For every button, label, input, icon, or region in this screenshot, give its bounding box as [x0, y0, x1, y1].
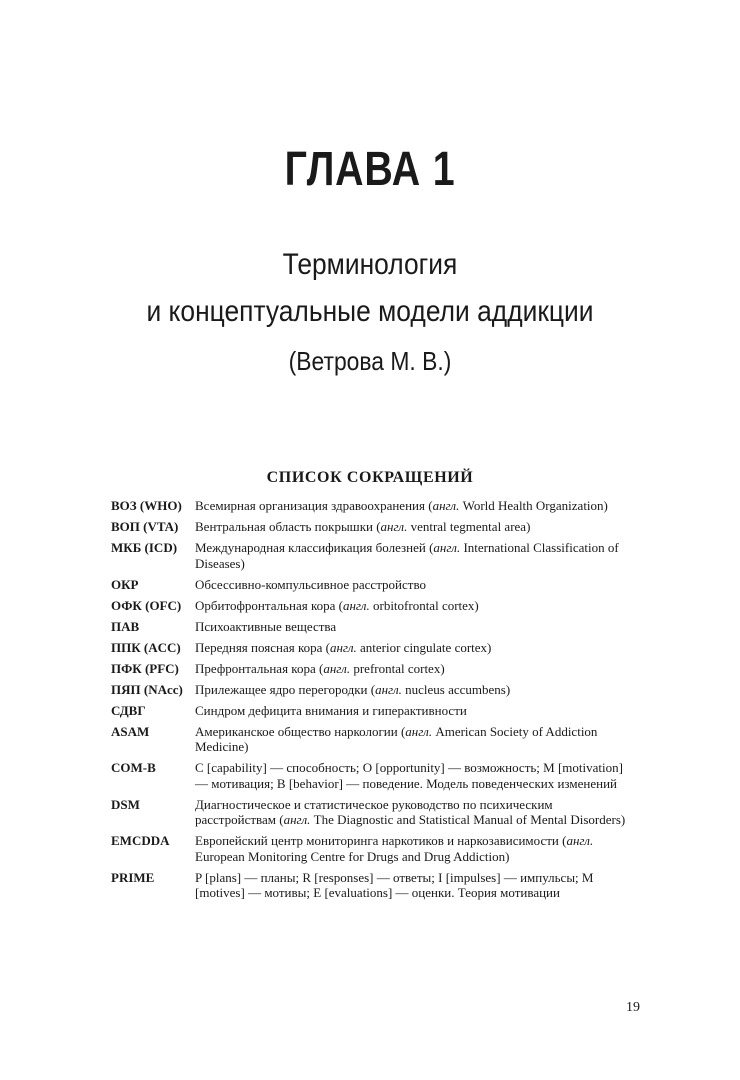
abbreviation-row — [111, 519, 631, 535]
abbreviation-row — [111, 724, 631, 755]
abbreviation-term: ПЯП (NAcc) — [111, 681, 183, 697]
abbreviation-definition: Префронтальная кора (англ. prefrontal cortex) — [195, 660, 445, 676]
abbreviation-row — [111, 870, 631, 901]
abbreviation-row — [111, 577, 631, 593]
abbreviation-row — [111, 833, 631, 864]
abbreviation-term: COM-B — [111, 760, 156, 775]
chapter-title-line-1: Терминология — [282, 248, 458, 281]
abbreviation-definition: Психоактивные вещества — [195, 618, 337, 634]
abbreviation-row — [111, 661, 631, 677]
abbreviation-definition: Европейский центр мониторинга наркотиков и наркозависимости (англ. European Monitoring Centre for Drugs and Drug Addiction) — [195, 833, 594, 864]
abbreviation-row — [111, 619, 631, 635]
abbreviation-definition: Международная классификация болезней (англ. International Classification of Diseases) — [195, 540, 619, 571]
abbreviation-definition: Орбитофронтальная кора (англ. orbitofrontal cortex) — [195, 597, 479, 613]
abbreviation-term: EMCDDA — [111, 833, 170, 848]
abbreviation-term: PRIME — [111, 869, 155, 885]
abbreviation-term: ОКР — [111, 576, 139, 592]
abbreviations-list — [111, 498, 631, 906]
chapter-author: (Ветрова М. В.) — [288, 346, 452, 376]
abbreviation-row — [111, 703, 631, 719]
abbreviation-term: ОФК (OFC) — [111, 597, 182, 613]
abbreviations-heading: СПИСОК СОКРАЩЕНИЙ — [266, 469, 474, 486]
abbreviation-term: СДВГ — [111, 702, 146, 718]
chapter-label: ГЛАВА 1 — [284, 143, 456, 196]
abbreviation-definition: Синдром дефицита внимания и гиперактивности — [195, 702, 467, 718]
abbreviation-row — [111, 598, 631, 614]
abbreviation-definition: Диагностическое и статистическое руководство по психическим расстройствам (англ. The Diagnostic and Statistical Manual of Mental Disorders) — [195, 796, 626, 827]
abbreviation-term: ВОП (VTA) — [111, 519, 179, 534]
chapter-title-line-2: и концептуальные модели аддикции — [146, 295, 594, 328]
abbreviation-definition: Обсессивно-компульсивное расстройство — [195, 576, 426, 592]
abbreviation-definition: Передняя поясная кора (англ. anterior cingulate cortex) — [195, 639, 492, 655]
abbreviation-term: ПАВ — [111, 618, 140, 634]
abbreviation-definition: Всемирная организация здравоохранения (англ. World Health Organization) — [195, 498, 608, 513]
abbreviation-definition: C [capability] — способность; O [opportunity] — возможность; M [motivation] — мотивация; B [behavior] — поведение. Модель поведенческих изменений — [195, 760, 623, 791]
abbreviation-row — [111, 797, 631, 828]
abbreviation-term: ASAM — [111, 723, 150, 739]
abbreviation-row — [111, 498, 631, 514]
abbreviation-term: ППК (ACC) — [111, 639, 181, 655]
abbreviation-row — [111, 682, 631, 698]
abbreviation-definition: Вентральная область покрышки (англ. ventral tegmental area) — [195, 519, 531, 534]
abbreviation-term: DSM — [111, 796, 140, 812]
abbreviation-term: МКБ (ICD) — [111, 540, 178, 555]
page-number: 19 — [626, 1000, 640, 1015]
abbreviation-term: ПФК (PFC) — [111, 660, 179, 676]
abbreviation-row — [111, 760, 631, 791]
abbreviation-row — [111, 540, 631, 571]
abbreviation-definition: Американское общество наркологии (англ. American Society of Addiction Medicine) — [195, 723, 598, 754]
abbreviation-definition: Прилежащее ядро перегородки (англ. nucleus accumbens) — [195, 681, 511, 697]
abbreviation-row — [111, 640, 631, 656]
abbreviation-term: ВОЗ (WHO) — [111, 498, 182, 513]
abbreviation-definition: P [plans] — планы; R [responses] — ответы; I [impulses] — импульсы; M [motives] — мотивы; E [evaluations] — оценки. Теория мотивации — [195, 869, 594, 900]
